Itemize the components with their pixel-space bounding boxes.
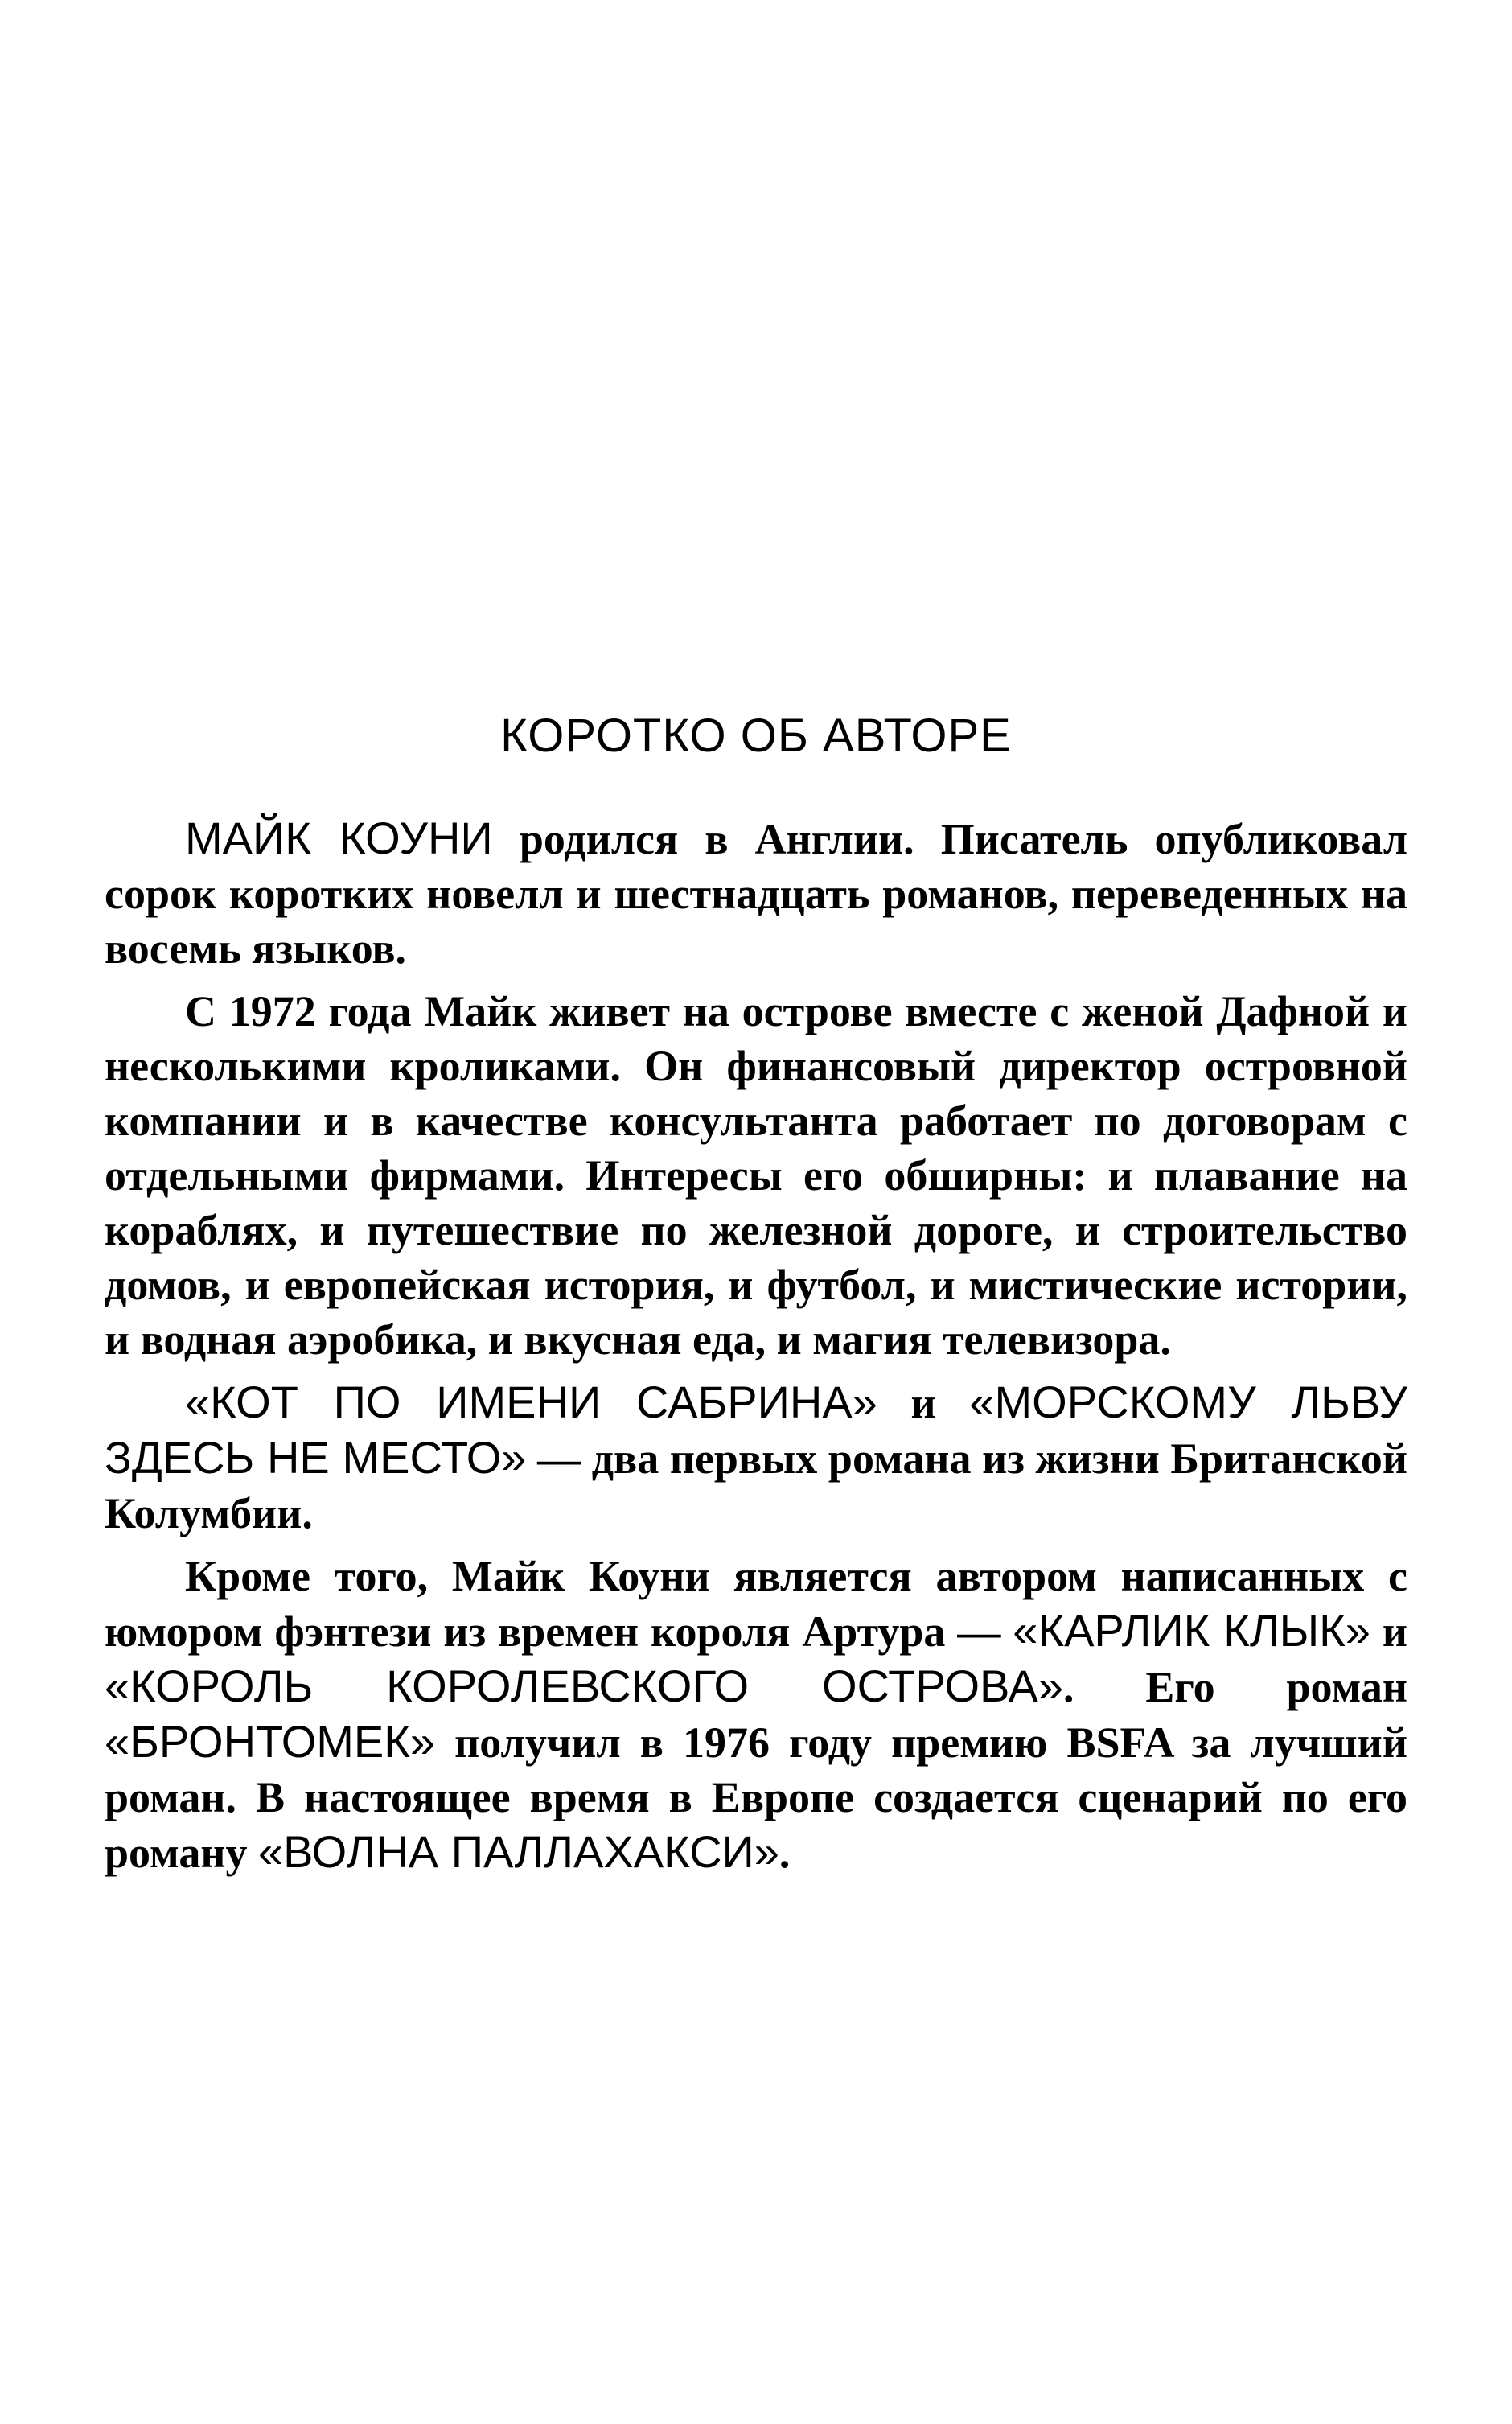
- author-name: МАЙК КОУНИ: [185, 812, 493, 863]
- book-title: «КОРОЛЬ КОРОЛЕВСКОГО ОСТРОВА»: [105, 1660, 1064, 1711]
- book-title: «ВОЛНА ПАЛЛАХАКСИ»: [258, 1825, 779, 1877]
- paragraph-text: .: [779, 1828, 791, 1877]
- paragraph-other-works: [105, 1549, 1407, 1880]
- paragraph-text: и: [1370, 1607, 1407, 1656]
- paragraph-intro: [105, 811, 1407, 976]
- page-title: КОРОТКО ОБ АВТОРЕ: [500, 710, 1012, 762]
- paragraph-text: и: [877, 1378, 970, 1427]
- paragraph-text: Кроме того, Майк Коуни является автором написанных с юмором фэнтези из времен короля Артура —: [105, 1551, 1407, 1656]
- book-title: «БРОНТОМЕК»: [105, 1715, 436, 1767]
- paragraph-text: . Его роман: [1063, 1662, 1407, 1711]
- book-title: «МОРСКОМУ ЛЬВУ ЗДЕСЬ НЕ МЕСТО»: [105, 1376, 1407, 1483]
- paragraph-text: родился в Англии. Писатель опубликовал сорок коротких новелл и шестнадцать романов, переведенных на восемь языков.: [105, 814, 1408, 973]
- paragraph-text: — два первых романа из жизни Британской Колумбии.: [105, 1434, 1407, 1537]
- paragraph-first-novels: [105, 1375, 1407, 1541]
- book-title: «КАРЛИК КЛЫК»: [1013, 1604, 1370, 1656]
- paragraph-text: С 1972 года Майк живет на острове вместе с женой Дафной и несколькими кроликами. Он финансовый директор островной компании и в качестве консультанта работает по договорам с отдельными фирмами. Интересы его обширны: и плавание на кораблях, и путешествие по железной дороге, и строительство домов, и европейская история, и футбол, и мистические истории, и водная аэробика, и вкусная еда, и магия телевизора.: [105, 986, 1407, 1364]
- document-page: [105, 708, 1407, 1888]
- book-title: «КОТ ПО ИМЕНИ САБРИНА»: [185, 1376, 877, 1427]
- paragraph-biography: [105, 984, 1407, 1367]
- paragraph-text: получил в 1976 году премию BSFA за лучший роман. В настоящее время в Европе создается сценарий по его роману: [105, 1718, 1407, 1877]
